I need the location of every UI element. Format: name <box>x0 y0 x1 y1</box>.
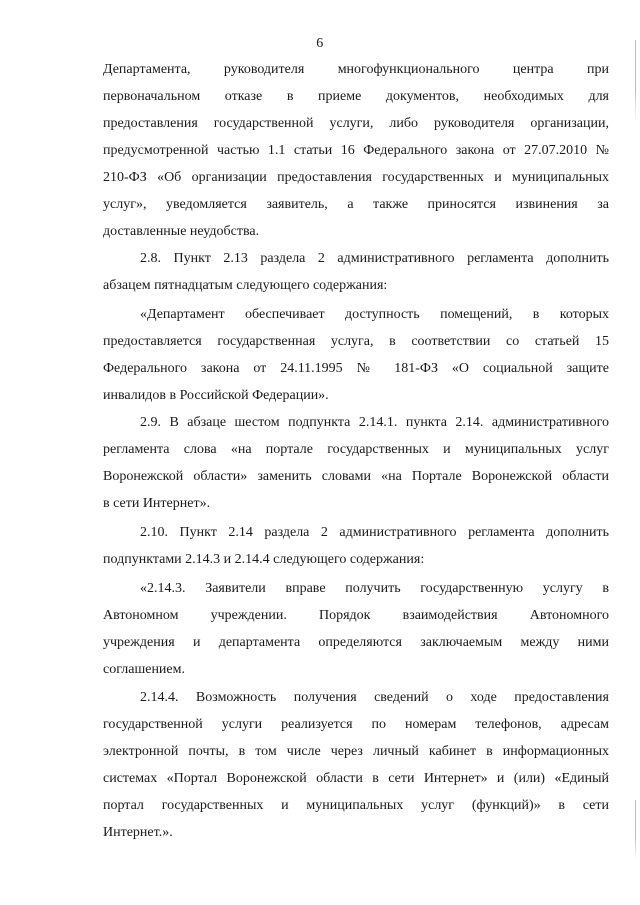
text-line: государственной услуги реализуется по номерам телефонов, адресам <box>103 717 609 732</box>
text-line: регламента слова «на портале государственных и муниципальных услуг <box>103 442 609 457</box>
text-line: Интернет.». <box>103 825 173 840</box>
text-line: учреждения и департамента определяются заключаемым между ними <box>103 635 609 650</box>
text-line: 210-ФЗ «Об организации предоставления государственных и муниципальных <box>103 170 609 185</box>
text-line: предоставляется государственная услуга, в соответствии со статьей 15 <box>103 334 609 349</box>
text-line: доставленные неудобства. <box>103 224 260 239</box>
text-line: предоставления государственной услуги, либо руководителя организации, <box>103 116 609 131</box>
text-line: «2.14.3. Заявители вправе получить государственную услугу в <box>140 581 609 596</box>
text-line: портал государственных и муниципальных услуг (функций)» в сети <box>103 798 609 813</box>
text-line: Федерального закона от 24.11.1995 № 181-ФЗ «О социальной защите <box>103 361 609 376</box>
text-line: Воронежской области» заменить словами «на Портале Воронежской области <box>103 469 609 484</box>
text-line: в сети Интернет». <box>103 496 211 511</box>
text-line: «Департамент обеспечивает доступность помещений, в которых <box>140 307 609 322</box>
text-line: абзацем пятнадцатым следующего содержания: <box>103 278 388 293</box>
scan-edge-mark-bottom <box>635 800 636 860</box>
page-number: 6 <box>316 36 324 51</box>
text-line: системах «Портал Воронежской области в сети Интернет» и (или) «Единый <box>103 771 609 786</box>
text-line: 2.9. В абзаце шестом подпункта 2.14.1. пункта 2.14. административного <box>140 415 609 430</box>
text-line: подпунктами 2.14.3 и 2.14.4 следующего содержания: <box>103 552 425 567</box>
text-line: Автономном учреждении. Порядок взаимодействия Автономного <box>103 608 609 623</box>
text-line: Департамента, руководителя многофункционального центра при <box>103 62 609 77</box>
text-line: первоначальном отказе в приеме документов, необходимых для <box>103 89 609 104</box>
text-line: услуг», уведомляется заявитель, а также приносятся извинения за <box>103 197 609 212</box>
text-line: предусмотренной частью 1.1 статьи 16 Федерального закона от 27.07.2010 № <box>103 143 609 158</box>
text-line: соглашением. <box>103 662 185 677</box>
text-line: 2.8. Пункт 2.13 раздела 2 административного регламента дополнить <box>140 251 609 266</box>
text-line: электронной почты, в том числе через личный кабинет в информационных <box>103 744 609 759</box>
text-line: 2.14.4. Возможность получения сведений о ходе предоставления <box>140 690 609 705</box>
scan-edge-mark <box>635 40 636 120</box>
text-line: 2.10. Пункт 2.14 раздела 2 административного регламента дополнить <box>140 525 609 540</box>
text-line: инвалидов в Российской Федерации». <box>103 388 329 403</box>
